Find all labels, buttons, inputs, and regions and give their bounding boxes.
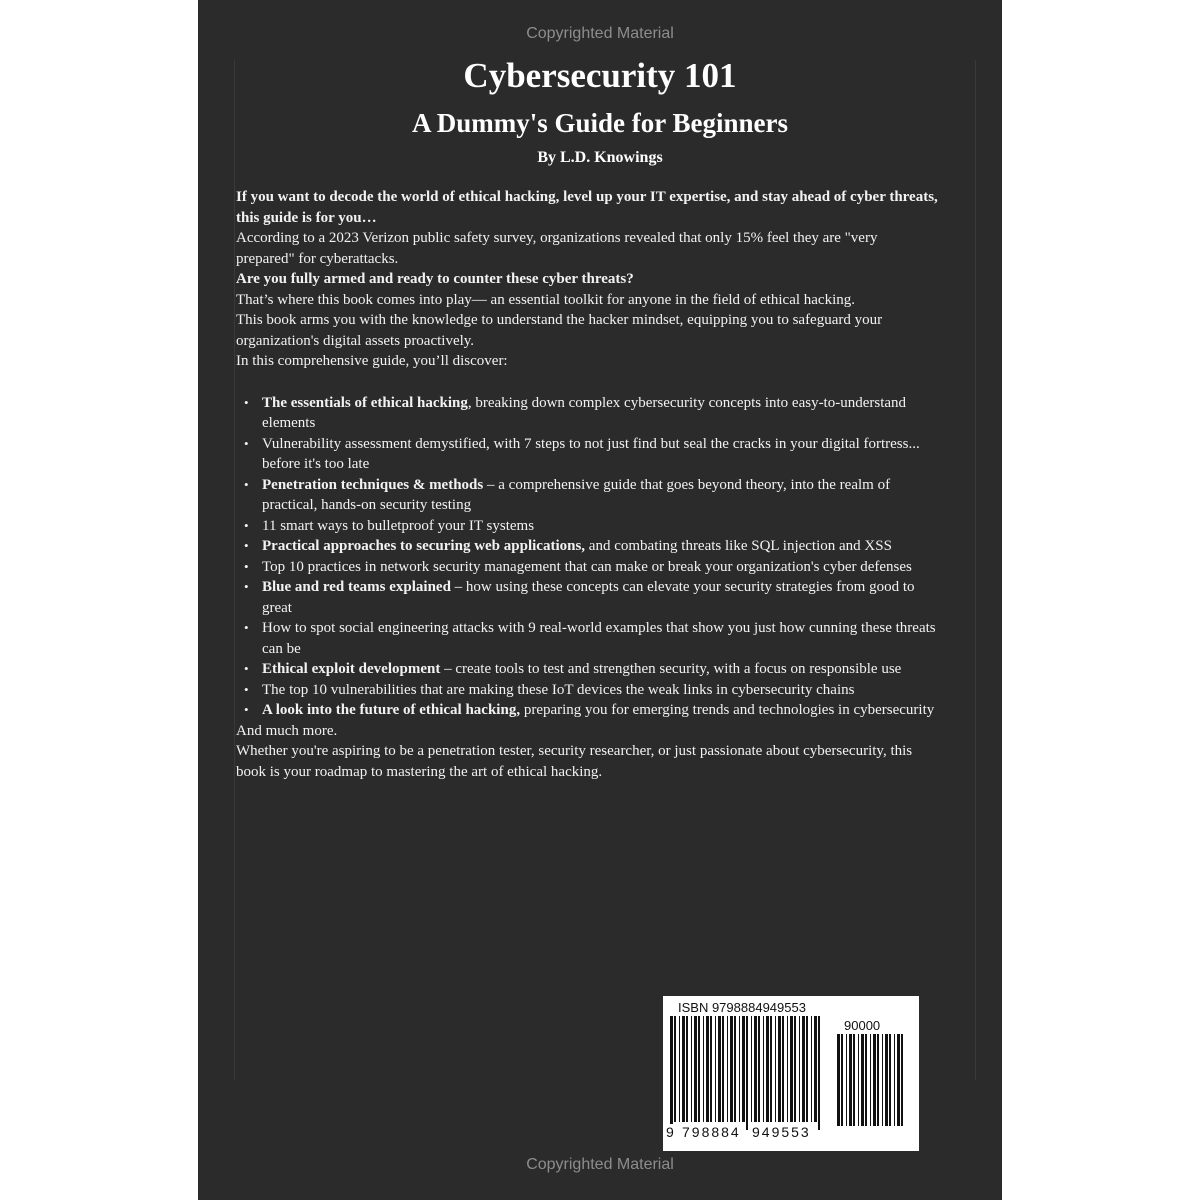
barcode-bar — [778, 1016, 781, 1122]
question-paragraph: Are you fully armed and ready to counter these cyber threats? — [236, 271, 634, 287]
list-item — [236, 536, 938, 557]
barcode-bar — [734, 1016, 736, 1122]
isbn-label: ISBN 9798884949553 — [678, 1000, 806, 1015]
list-item-bold: A look into the future of ethical hacking, — [262, 702, 521, 718]
barcode-bar — [802, 1016, 805, 1122]
roadmap-paragraph: Whether you're aspiring to be a penetration tester, security researcher, or just passionate about cybersecurity, this book is your roadmap to mastering the art of ethical hacking. — [236, 743, 913, 780]
book-subtitle: A Dummy's Guide for Beginners — [411, 108, 789, 138]
barcode-bar — [811, 1016, 812, 1122]
barcode-bar — [715, 1016, 716, 1122]
barcode-bar — [674, 1016, 676, 1122]
barcode-bars — [668, 1016, 824, 1130]
barcode-bar — [865, 1034, 867, 1126]
arms-paragraph: This book arms you with the knowledge to understand the hacker mindset, equipping you to safeguard your organization's digital assets proactively. — [236, 312, 883, 349]
blurb — [236, 187, 938, 782]
barcode-bar — [897, 1034, 900, 1126]
stat-paragraph: According to a 2023 Verizon public safety survey, organizations revealed that only 15% feel they are "very prepared" for cyberattacks. — [236, 230, 878, 267]
list-item-bold: Penetration techniques & methods — [262, 476, 484, 493]
list-item-bold: Blue and red teams explained — [262, 579, 451, 595]
barcode-digits-left: 798884 — [682, 1124, 741, 1140]
barcode-bar — [682, 1016, 685, 1122]
barcode-bar — [742, 1016, 745, 1122]
barcode-bar — [787, 1016, 788, 1122]
barcode-bar — [703, 1016, 704, 1122]
barcode-bar — [727, 1016, 728, 1122]
watermark-top: Copyrighted Material — [526, 25, 674, 42]
barcode-bar — [790, 1016, 793, 1122]
barcode-bar — [775, 1016, 776, 1122]
barcode-bar — [679, 1016, 680, 1122]
list-item-bold: The essentials of ethical hacking — [262, 394, 468, 411]
list-item — [236, 475, 938, 516]
barcode-digit-lead: 9 — [666, 1124, 674, 1140]
barcode-bar — [670, 1016, 673, 1130]
barcode-bar — [691, 1016, 692, 1122]
barcode-bar — [758, 1016, 760, 1122]
list-item — [236, 577, 938, 618]
barcode-bar — [858, 1034, 859, 1126]
intro-paragraph: If you want to decode the world of ethical hacking, level up your IT expertise, and stay ahead of cyber threats, this guide is for you… — [236, 189, 938, 226]
list-item — [236, 516, 938, 537]
barcode-bar — [877, 1034, 879, 1126]
barcode-bar — [782, 1016, 784, 1122]
list-item-text: – create tools to test and strengthen security, with a focus on responsible use — [440, 661, 902, 677]
book-author: By L.D. Knowings — [537, 149, 663, 166]
barcode-bar — [889, 1034, 891, 1126]
barcode-bar — [770, 1016, 772, 1122]
feature-list — [236, 393, 938, 721]
barcode-bar — [751, 1016, 752, 1122]
barcode-bar — [722, 1016, 724, 1122]
isbn-barcode — [663, 996, 919, 1151]
list-item-text: , breaking down complex cybersecurity concepts into easy-to-understand elements — [262, 394, 907, 431]
barcode-bar — [882, 1034, 883, 1126]
toolkit-paragraph: That’s where this book comes into play— an essential toolkit for anyone in the field of ethical hacking. — [236, 291, 856, 308]
list-item — [236, 393, 938, 434]
barcode-bar — [818, 1016, 820, 1130]
list-item-text: preparing you for emerging trends and technologies in cybersecurity — [520, 702, 935, 718]
list-item — [236, 434, 938, 475]
list-item-text: 11 smart ways to bulletproof your IT systems — [262, 517, 535, 534]
barcode-bar — [686, 1016, 688, 1122]
list-item-text: Top 10 practices in network security management that can make or break your organization's cyber defenses — [262, 558, 912, 575]
barcode-bar — [754, 1016, 757, 1122]
barcode-bar — [730, 1016, 733, 1122]
list-item-text: and combating threats like SQL injection and XSS — [585, 538, 892, 554]
list-item-bold: Ethical exploit development — [262, 661, 441, 677]
discover-paragraph: In this comprehensive guide, you’ll discover: — [236, 353, 508, 369]
barcode-bar — [841, 1034, 843, 1126]
barcode-bar — [739, 1016, 740, 1122]
barcode-addon-bars — [835, 1034, 907, 1134]
book-title: Cybersecurity 101 — [463, 56, 737, 95]
barcode-bar — [861, 1034, 864, 1126]
barcode-digits-right: 949553 — [752, 1124, 811, 1140]
price-code: 90000 — [844, 1018, 881, 1033]
barcode-bar — [837, 1034, 840, 1126]
barcode-bar — [894, 1034, 895, 1126]
barcode-bar — [885, 1034, 888, 1126]
list-item-text: – how using these concepts can elevate your security strategies from good to great — [262, 579, 915, 616]
list-item — [236, 557, 938, 578]
barcode-bar — [710, 1016, 712, 1122]
list-item — [236, 659, 938, 680]
barcode-bar — [766, 1016, 769, 1122]
barcode-bar — [849, 1034, 852, 1126]
list-item-text: Vulnerability assessment demystified, with 7 steps to not just find but seal the cracks in your digital fortress... before it's too late — [262, 435, 920, 472]
barcode-bar — [706, 1016, 709, 1122]
list-item-text: – a comprehensive guide that goes beyond theory, into the realm of practical, hands-on security testing — [262, 476, 891, 513]
more-paragraph: And much more. — [236, 722, 338, 739]
watermark-bottom: Copyrighted Material — [526, 1156, 674, 1173]
barcode-bar — [794, 1016, 796, 1122]
barcode-bar — [694, 1016, 697, 1122]
list-item — [236, 680, 938, 701]
barcode-bar — [870, 1034, 871, 1126]
barcode-bar — [873, 1034, 876, 1126]
barcode-bar — [846, 1034, 847, 1126]
barcode-bar — [806, 1016, 808, 1122]
list-item — [236, 618, 938, 659]
list-item — [236, 700, 938, 721]
list-item-text: The top 10 vulnerabilities that are making these IoT devices the weak links in cybersecurity chains — [262, 681, 855, 698]
barcode-bar — [799, 1016, 800, 1122]
barcode-bar — [814, 1016, 817, 1122]
barcode-bar — [698, 1016, 700, 1122]
barcode-bar — [853, 1034, 855, 1126]
barcode-bar — [718, 1016, 721, 1122]
barcode-bar — [901, 1034, 903, 1126]
list-item-text: How to spot social engineering attacks with 9 real-world examples that show you just how cunning these threats can be — [262, 620, 936, 657]
list-item-bold: Practical approaches to securing web applications, — [262, 538, 586, 554]
barcode-bar — [746, 1016, 748, 1130]
barcode-bar — [763, 1016, 764, 1122]
book-back-cover — [198, 0, 1002, 1200]
